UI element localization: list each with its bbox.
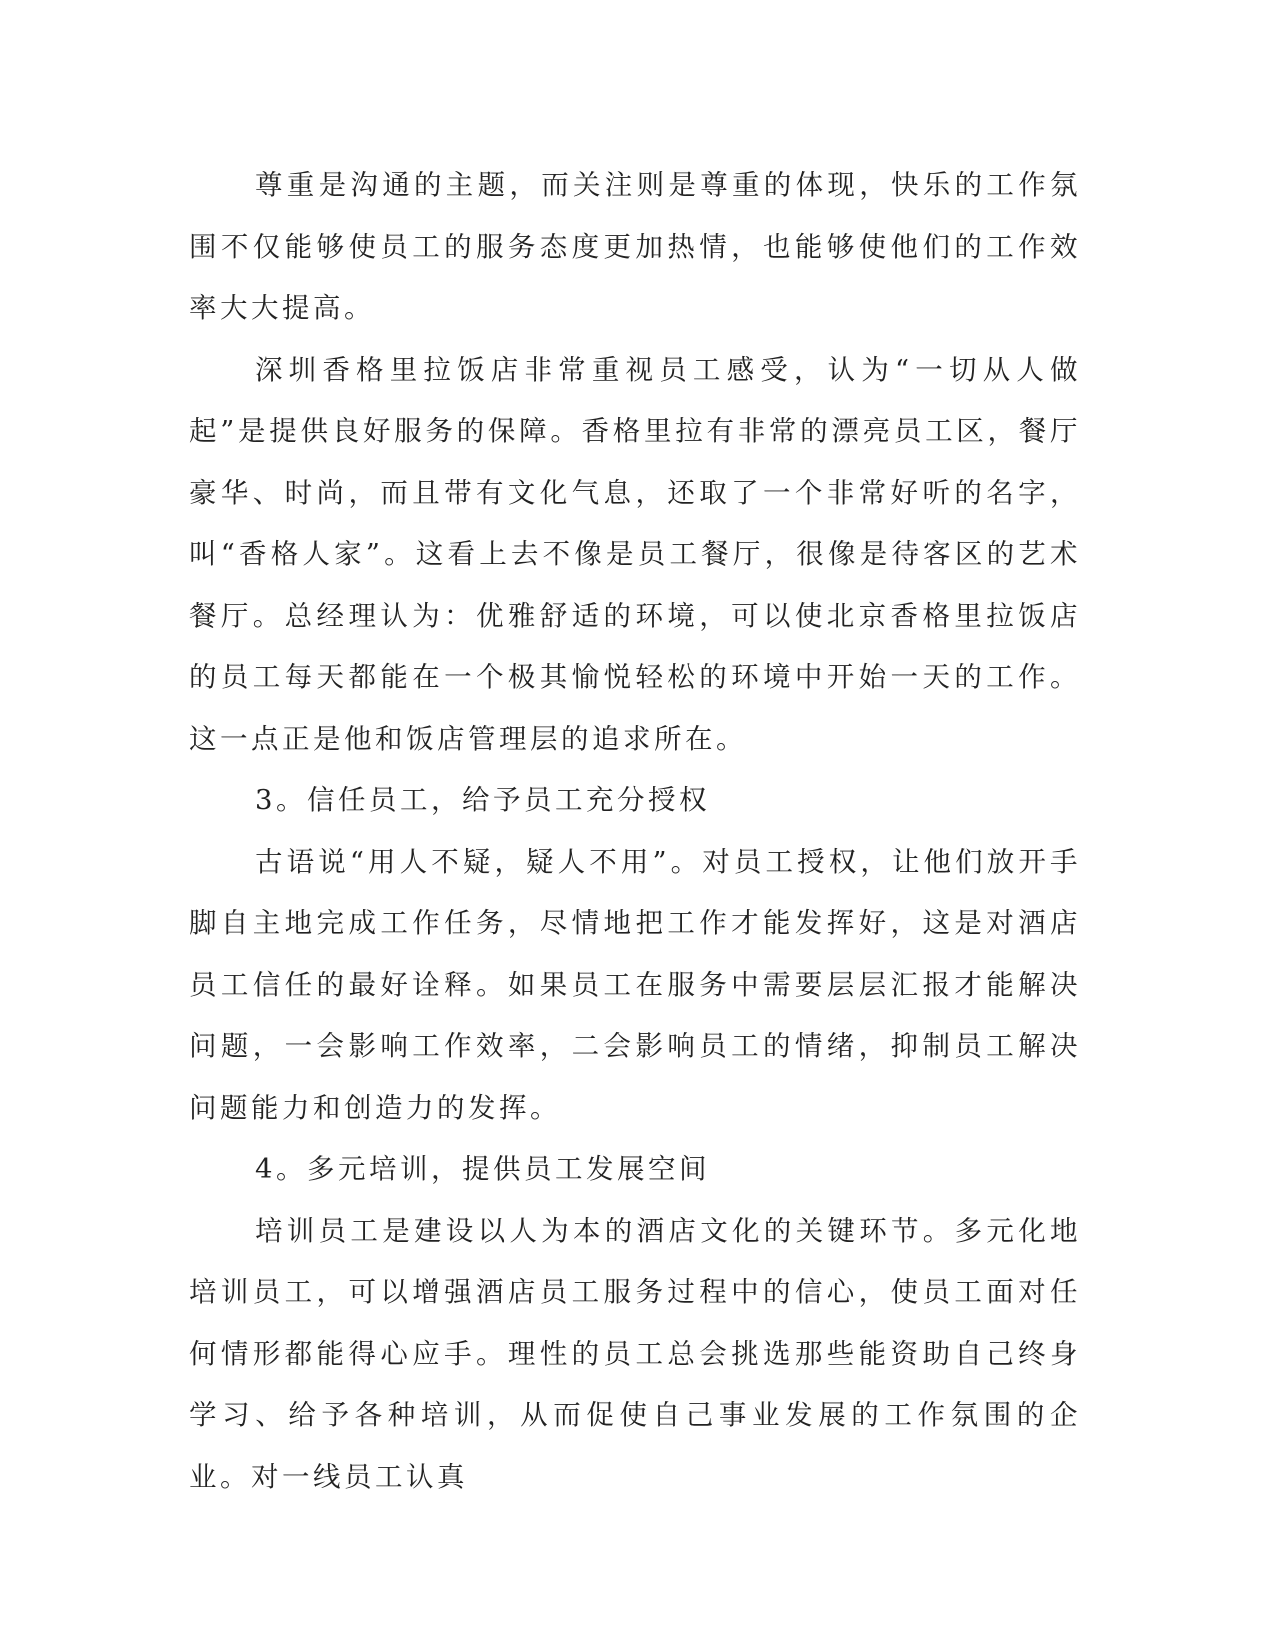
paragraph-training: 培训员工是建设以人为本的酒店文化的关键环节。多元化地培训员工，可以增强酒店员工服务过程中的信心，使员工面对任何情形都能得心应手。理性的员工总会挑选那些能资助自己终身学习、给予各种培训，从而促使自己事业发展的工作氛围的企业。对一线员工认真 bbox=[189, 1214, 1081, 1493]
heading-trust-employees: 3。信任员工，给予员工充分授权 bbox=[255, 784, 710, 816]
heading-training: 4。多元培训，提供员工发展空间 bbox=[255, 1153, 710, 1185]
paragraph-respect: 尊重是沟通的主题，而关注则是尊重的体现，快乐的工作氛围不仅能够使员工的服务态度更加热情，也能够使他们的工作效率大大提高。 bbox=[189, 169, 1081, 324]
document-body bbox=[189, 155, 1081, 1508]
paragraph-shangri-la: 深圳香格里拉饭店非常重视员工感受，认为“一切从人做起”是提供良好服务的保障。香格里拉有非常的漂亮员工区，餐厅豪华、时尚，而且带有文化气息，还取了一个非常好听的名字，叫“香格人家”。这看上去不像是员工餐厅，很像是待客区的艺术餐厅。总经理认为：优雅舒适的环境，可以使北京香格里拉饭店的员工每天都能在一个极其愉悦轻松的环境中开始一天的工作。这一点正是他和饭店管理层的追求所在。 bbox=[189, 353, 1081, 755]
paragraph-trust: 古语说“用人不疑，疑人不用”。对员工授权，让他们放开手脚自主地完成工作任务，尽情地把工作才能发挥好，这是对酒店员工信任的最好诠释。如果员工在服务中需要层层汇报才能解决问题，一会影响工作效率，二会影响员工的情绪，抑制员工解决问题能力和创造力的发挥。 bbox=[189, 845, 1081, 1124]
